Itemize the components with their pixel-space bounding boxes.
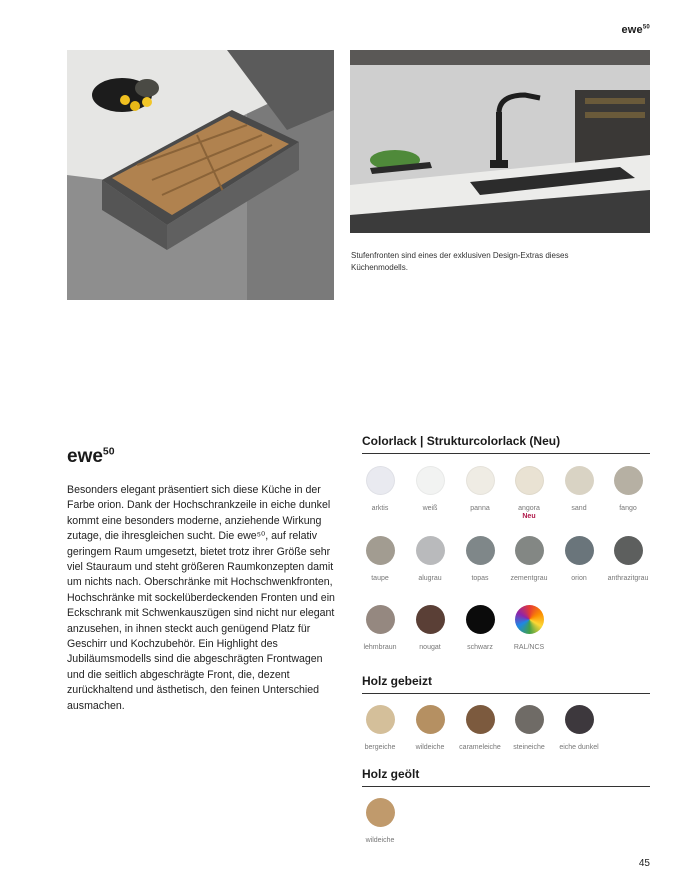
swatch-label: steineiche [513, 744, 545, 751]
oiled-wood-swatch-wildeiche [350, 798, 410, 844]
swatch-dot [366, 705, 395, 734]
swatch-dot [466, 705, 495, 734]
color-swatch-anthrazitgrau [598, 536, 658, 582]
drawer-photo [67, 50, 334, 300]
brand-logo [621, 24, 650, 36]
swatch-label: panna [470, 505, 490, 512]
swatch-dot [416, 705, 445, 734]
swatch-dot [466, 605, 495, 634]
swatch-label: zementgrau [510, 575, 548, 582]
swatch-dot [515, 605, 544, 634]
color-swatch-fango [598, 466, 658, 512]
swatch-label: alugrau [418, 575, 442, 582]
swatch-label: lehmbraun [363, 644, 397, 651]
swatch-label: arktis [371, 505, 389, 512]
brand-superscript: 50 [642, 24, 650, 31]
swatch-label: angora [518, 505, 540, 512]
swatch-label: taupe [371, 575, 389, 582]
photo-caption: Stufenfronten sind eines der exklusiven Design-Extras dieses Küchenmodells. [351, 251, 569, 272]
article-title [67, 446, 115, 468]
swatch-label: eiche dunkel [559, 744, 599, 751]
swatch-label: carameleiche [459, 744, 501, 751]
swatch-label: topas [471, 575, 489, 582]
brand-name: ewe [621, 24, 643, 36]
page-number: 45 [638, 858, 650, 869]
swatch-label: sand [571, 505, 587, 512]
swatch-label: orion [571, 575, 587, 582]
swatch-dot [565, 466, 594, 495]
swatch-dot [515, 705, 544, 734]
article-title-text: ewe [67, 446, 103, 467]
swatch-dot [466, 536, 495, 565]
swatch-label: wildeiche [365, 837, 395, 844]
swatch-dot [565, 536, 594, 565]
new-badge: Neu [522, 513, 536, 520]
swatch-label: anthrazitgrau [607, 575, 649, 582]
swatch-label: nougat [419, 644, 441, 651]
swatch-dot [614, 466, 643, 495]
swatch-label: weiß [422, 505, 438, 512]
wood-swatch-eiche-dunkel [549, 705, 609, 751]
swatch-label: schwarz [467, 644, 493, 651]
swatch-dot [565, 705, 594, 734]
holz-gebeizt-section-title: Holz gebeizt [362, 674, 650, 694]
article-title-superscript: 50 [102, 446, 115, 458]
swatch-label: bergeiche [364, 744, 396, 751]
swatch-dot [366, 605, 395, 634]
swatch-dot [466, 466, 495, 495]
swatch-dot [416, 466, 445, 495]
sink-illustration [350, 50, 650, 233]
swatch-dot [515, 466, 544, 495]
holz-geoelt-section-title: Holz geölt [362, 767, 650, 787]
colorlack-section-title: Colorlack | Strukturcolorlack (Neu) [362, 434, 650, 454]
swatch-dot [614, 536, 643, 565]
drawer-illustration [67, 50, 334, 300]
swatch-dot [416, 605, 445, 634]
swatch-dot [416, 536, 445, 565]
swatch-dot [366, 466, 395, 495]
article-body: Besonders elegant präsentiert sich diese Küche in der Farbe orion. Dank der Hochschrankzeile in eiche dunkel kommt eine besonders moderne, anziehende Wirkung zutage, die ihresgleichen sucht. Die ewe⁵⁰, auf relativ geringem Raum umgesetzt, bietet trotz ihrer Größe sehr viel Stauraum und steht größeren Raumkonzepten damit um nichts nach. Oberschränke mit Hochschwenkfronten, Hochschränke mit sockelüberdeckenden Fronten und ein Eckschrank mit Schwenkauszügen sind nicht nur elegant anzusehen, in ihnen steckt auch genügend Platz für Geschirr und Kochzubehör. Ein Highlight des Jubiläumsmodells sind die abgeschrägten Frontwagen und die seitlich abgeschrägte Front, die, dezent zurückhaltend und ästhetisch, den feinen Unterschied ausmachen. [67, 484, 335, 712]
swatch-dot [515, 536, 544, 565]
swatch-dot [366, 536, 395, 565]
swatch-label: wildeiche [415, 744, 445, 751]
kitchen-sink-photo [350, 50, 650, 233]
swatch-dot [366, 798, 395, 827]
swatch-label: fango [619, 505, 637, 512]
color-swatch-ral-ncs [499, 605, 559, 651]
swatch-label: RAL/NCS [513, 644, 545, 651]
